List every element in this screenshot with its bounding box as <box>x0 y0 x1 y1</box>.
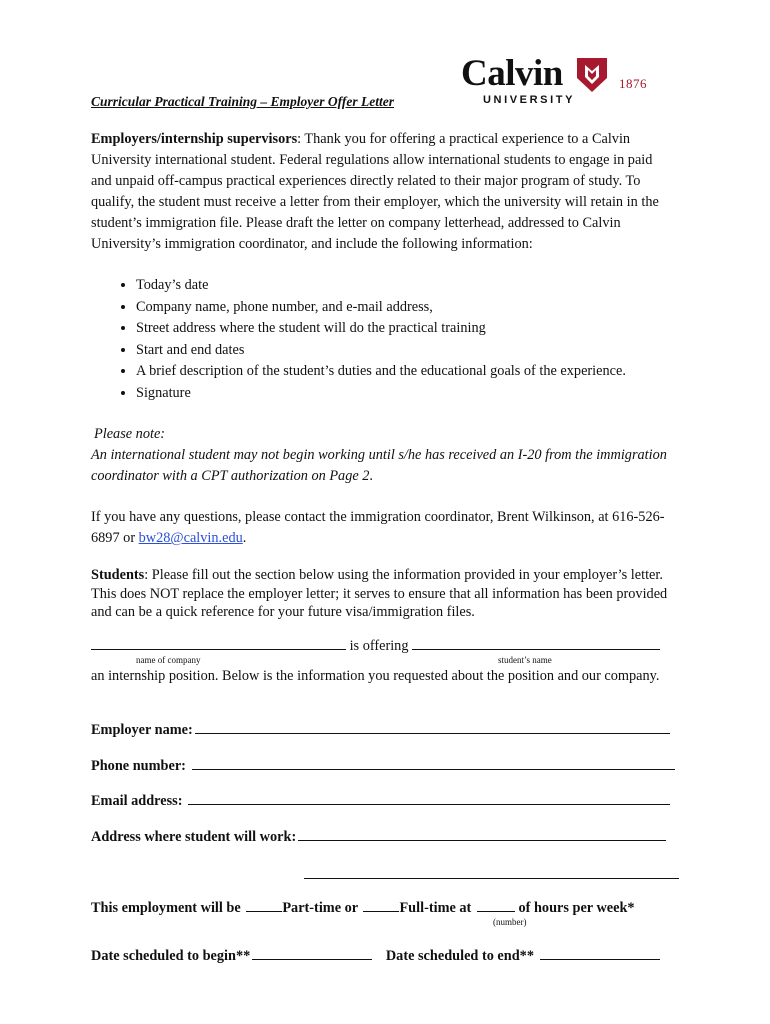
begin-date-label: Date scheduled to begin** <box>91 948 251 964</box>
student-caption: student’s name <box>498 655 552 665</box>
student-name-blank[interactable] <box>412 637 660 650</box>
employment-label: This employment will be <box>91 900 241 916</box>
full-time-label: Full-time at <box>399 900 472 916</box>
offer-middle: is offering <box>349 638 409 654</box>
email-address-label: Email address <box>91 793 178 809</box>
hours-blank[interactable] <box>477 899 515 912</box>
offer-continuation: an internship position. Below is the information you requested about the position and our company. <box>91 668 660 684</box>
students-paragraph <box>91 566 676 622</box>
shield-icon <box>577 58 607 92</box>
intro-paragraph <box>91 129 676 255</box>
list-item: • Start and end dates <box>136 340 736 362</box>
note-text <box>91 445 681 487</box>
contact-text: If you have any questions, please contact the immigration coordinator, Brent Wilkinson, at 616-526-6897 or <box>91 509 665 546</box>
intro-lead: Employers/internship supervisors <box>91 131 298 147</box>
company-name-blank[interactable] <box>91 637 346 650</box>
logo-subtitle: UNIVERSITY <box>483 94 576 106</box>
contact-end: . <box>242 530 247 546</box>
list-item: • Company name, phone number, and e-mail address, <box>136 297 736 319</box>
employment-type-field <box>91 899 635 917</box>
employer-name-label: Employer name <box>91 722 189 738</box>
logo-year: 1876 <box>619 76 647 91</box>
logo-wordmark: Calvin <box>461 53 563 94</box>
work-address-blank-line2[interactable] <box>304 878 679 879</box>
part-time-label: Part-time or <box>282 900 358 916</box>
document-title: Curricular Practical Training – Employer Offer Letter <box>91 94 394 109</box>
note-heading: Please note: <box>94 426 166 442</box>
contact-paragraph <box>91 507 676 549</box>
hours-label: of hours per week* <box>518 900 635 916</box>
students-text: : Please fill out the section below using the information provided in your employer’s letter. This does NOT replace the employer letter; it serves to ensure that all information has been provided and can be a quick reference for your future visa/immigration files. <box>91 567 668 620</box>
list-item: • Street address where the student will do the practical training <box>136 318 736 340</box>
email-address-blank[interactable] <box>188 792 670 805</box>
students-lead: Students <box>91 567 145 583</box>
email-address-field: Email address: <box>91 792 670 810</box>
work-address-blank[interactable] <box>298 828 666 841</box>
full-time-blank[interactable] <box>363 899 399 912</box>
begin-date-blank[interactable] <box>252 947 372 960</box>
list-item: • Today’s date <box>136 275 736 297</box>
list-item: • Signature <box>136 383 736 405</box>
list-item: • A brief description of the student’s duties and the educational goals of the experience. <box>136 361 736 383</box>
work-address-label: Address where student will work <box>91 829 292 845</box>
contact-email-link[interactable]: bw28@calvin.edu <box>138 530 243 546</box>
calvin-university-logo <box>461 53 661 112</box>
dates-field <box>91 947 660 965</box>
employer-name-blank[interactable] <box>195 721 670 734</box>
number-caption: (number) <box>493 917 527 927</box>
end-date-label: Date scheduled to end** <box>385 948 534 964</box>
phone-number-label: Phone number <box>91 758 182 774</box>
work-address-field: Address where student will work: <box>91 828 666 846</box>
phone-number-blank[interactable] <box>192 757 675 770</box>
phone-number-field: Phone number: <box>91 757 675 775</box>
end-date-blank[interactable] <box>540 947 660 960</box>
note-body: An international student may not begin working until s/he has received an I-20 from the immigration coordinator with a CPT authorization on Page 2 <box>91 447 667 484</box>
note-period: . <box>369 468 373 484</box>
employer-name-field: Employer name: <box>91 721 670 739</box>
intro-text: : Thank you for offering a practical experience to a Calvin University international student. Federal regulations allow international students to engage in paid and unpaid off-campus practical experiences directly related to their major program of study. To qualify, the student must receive a letter from their employer, which the university will retain in the student’s immigration file. Please draft the letter on company letterhead, addressed to Calvin University’s immigration coordinator, and include the following information: <box>91 131 659 252</box>
part-time-blank[interactable] <box>246 899 282 912</box>
company-caption: name of company <box>136 655 201 665</box>
offer-line <box>91 637 660 655</box>
requirements-list <box>91 275 736 405</box>
